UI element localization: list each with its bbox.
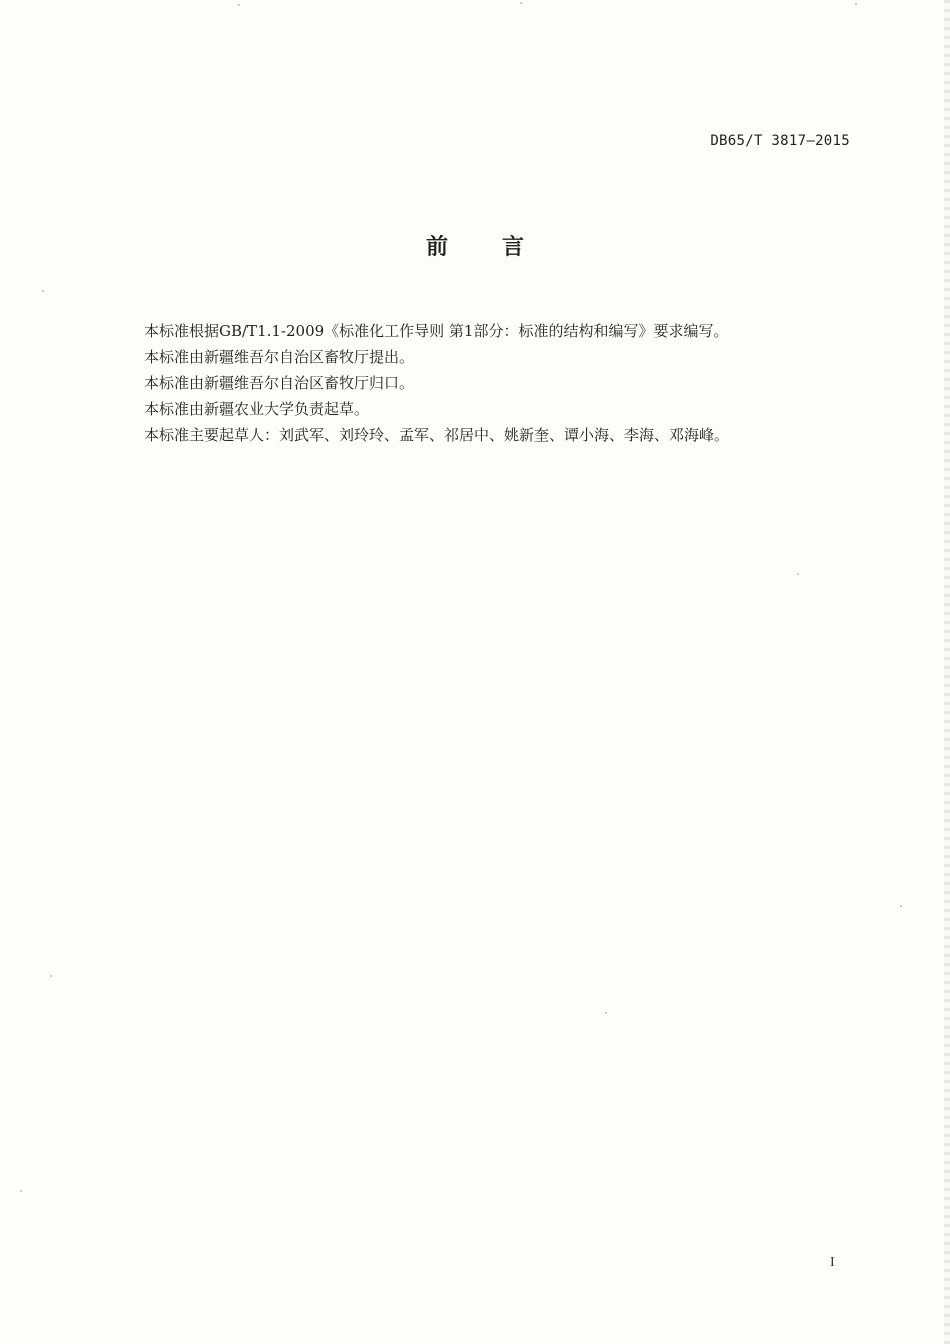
scan-speck xyxy=(42,290,44,292)
scan-speck xyxy=(900,905,902,907)
scan-speck xyxy=(520,2,522,4)
scan-speck xyxy=(605,1012,607,1014)
scan-speck xyxy=(20,1190,22,1192)
scan-speck xyxy=(50,975,52,977)
scan-speck xyxy=(855,3,857,5)
page-number: I xyxy=(830,1255,835,1270)
scan-edge xyxy=(944,0,950,1344)
paragraph-drafting-basis: 本标准根据GB/T1.1-2009《标准化工作导则 第1部分：标准的结构和编写》要求编写。 xyxy=(144,322,729,340)
scan-speck xyxy=(238,4,240,6)
page-title: 前言 xyxy=(425,235,578,260)
scan-speck xyxy=(797,573,799,575)
paragraph-proposer: 本标准由新疆维吾尔自治区畜牧厅提出。 xyxy=(144,348,415,366)
paragraph-drafting-unit: 本标准由新疆农业大学负责起草。 xyxy=(144,400,370,418)
foreword-body xyxy=(144,318,844,448)
paragraph-centralized-by: 本标准由新疆维吾尔自治区畜牧厅归口。 xyxy=(144,374,415,392)
paragraph-drafters: 本标准主要起草人：刘武军、刘玲玲、孟军、祁居中、姚新奎、谭小海、李海、邓海峰。 xyxy=(144,426,730,444)
standard-number: DB65/T 3817—2015 xyxy=(710,133,850,149)
